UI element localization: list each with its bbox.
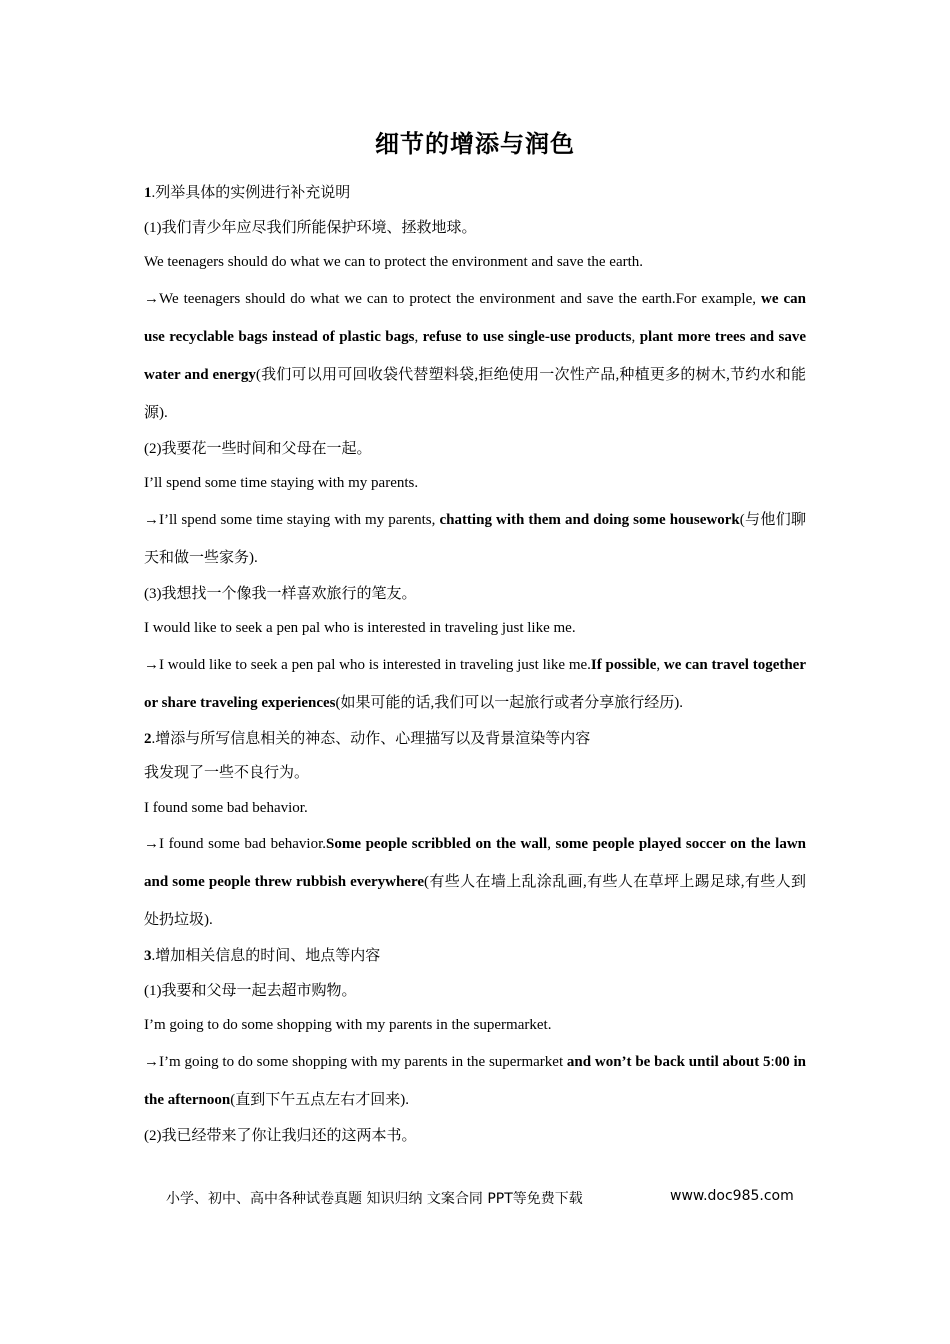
chinese-prompt: (2)我已经带来了你让我归还的这两本书。 [144,1127,417,1144]
english-sentence: I’ll spend some time staying with my parents. [144,475,419,491]
chinese-prompt: (3)我想找一个像我一样喜欢旅行的笔友。 [144,585,417,602]
expanded-sentence [144,501,806,577]
section-heading-text: .增添与所写信息相关的神态、动作、心理描写以及背景渲染等内容 [151,730,591,747]
added-detail: we can use recyclable bags instead of plastic bags [144,290,806,345]
document-body [144,176,806,1153]
section-1-heading [144,176,806,211]
page-footer [166,1188,806,1208]
added-detail: some people played soccer on the lawn and some people threw rubbish everywhere [144,836,807,890]
section-number: 3 [144,948,152,964]
translation-note: (与他们聊天和做一些家务). [144,511,807,566]
chinese-prompt: (2)我要花一些时间和父母在一起。 [144,440,372,457]
added-detail: plant more trees and save water and energy [144,328,807,383]
added-detail: we can travel together or share traveling experiences [144,656,806,711]
expanded-sentence [144,1043,806,1119]
added-detail: chatting with them and doing some housework [439,511,740,528]
section-heading-text: .列举具体的实例进行补充说明 [151,185,351,201]
footer-text: 小学、初中、高中各种试卷真题 知识归纳 文案合同 PPT等免费下载 [166,1191,583,1207]
translation-note: (直到下午五点左右才回来). [230,1091,409,1108]
footer-site-link[interactable]: www.doc985.com [670,1188,794,1204]
translation-note: (如果可能的话,我们可以一起旅行或者分享旅行经历). [335,694,683,711]
separator: , [547,836,556,852]
section-3-heading [144,939,806,974]
added-detail: If possible [590,656,657,673]
chinese-prompt: (1)我要和父母一起去超市购物。 [144,982,357,999]
english-sentence: I’m going to do some shopping with my parents in the supermarket. [144,1017,552,1033]
expanded-plain: →I would like to seek a pen pal who is interested in traveling just like me. [144,656,591,673]
added-detail: 00 in the afternoon [144,1053,807,1108]
added-detail: refuse to use single-use products [422,328,632,345]
expanded-sentence [144,646,806,722]
separator: , [656,656,664,673]
expanded-plain: →I’ll spend some time staying with my parents, [144,511,440,528]
expanded-sentence [144,280,806,432]
separator: , [631,328,640,345]
section-number: 2 [144,730,152,747]
translation-note: (有些人在墙上乱涂乱画,有些人在草坪上踢足球,有些人到处扔垃圾). [144,874,806,928]
translation-note: (我们可以用可回收袋代替塑料袋,拒绝使用一次性产品,种植更多的树木,节约水和能源). [144,366,806,421]
added-detail: Some people scribbled on the wall [326,836,548,852]
section-number: 1 [144,185,152,201]
section-2-heading [144,722,806,757]
english-sentence: We teenagers should do what we can to protect the environment and save the earth. [144,254,644,270]
separator: : [770,1053,775,1070]
chinese-prompt: 我发现了一些不良行为。 [144,765,310,781]
english-sentence: I found some bad behavior. [144,799,308,816]
document-title: 细节的增添与润色 [375,129,575,158]
section-heading-text: .增加相关信息的时间、地点等内容 [151,948,381,964]
expanded-plain: →We teenagers should do what we can to protect the environment and save the earth.For example, [144,290,756,307]
added-detail: and won’t be back until about 5 [566,1053,771,1070]
separator: , [414,328,423,345]
expanded-plain: →I found some bad behavior. [144,836,326,852]
expanded-plain: →I’m going to do some shopping with my parents in the supermarket [144,1053,567,1070]
english-sentence: I would like to seek a pen pal who is interested in traveling just like me. [144,620,576,636]
chinese-prompt: (1)我们青少年应尽我们所能保护环境、拯救地球。 [144,219,477,236]
expanded-sentence [144,825,806,939]
